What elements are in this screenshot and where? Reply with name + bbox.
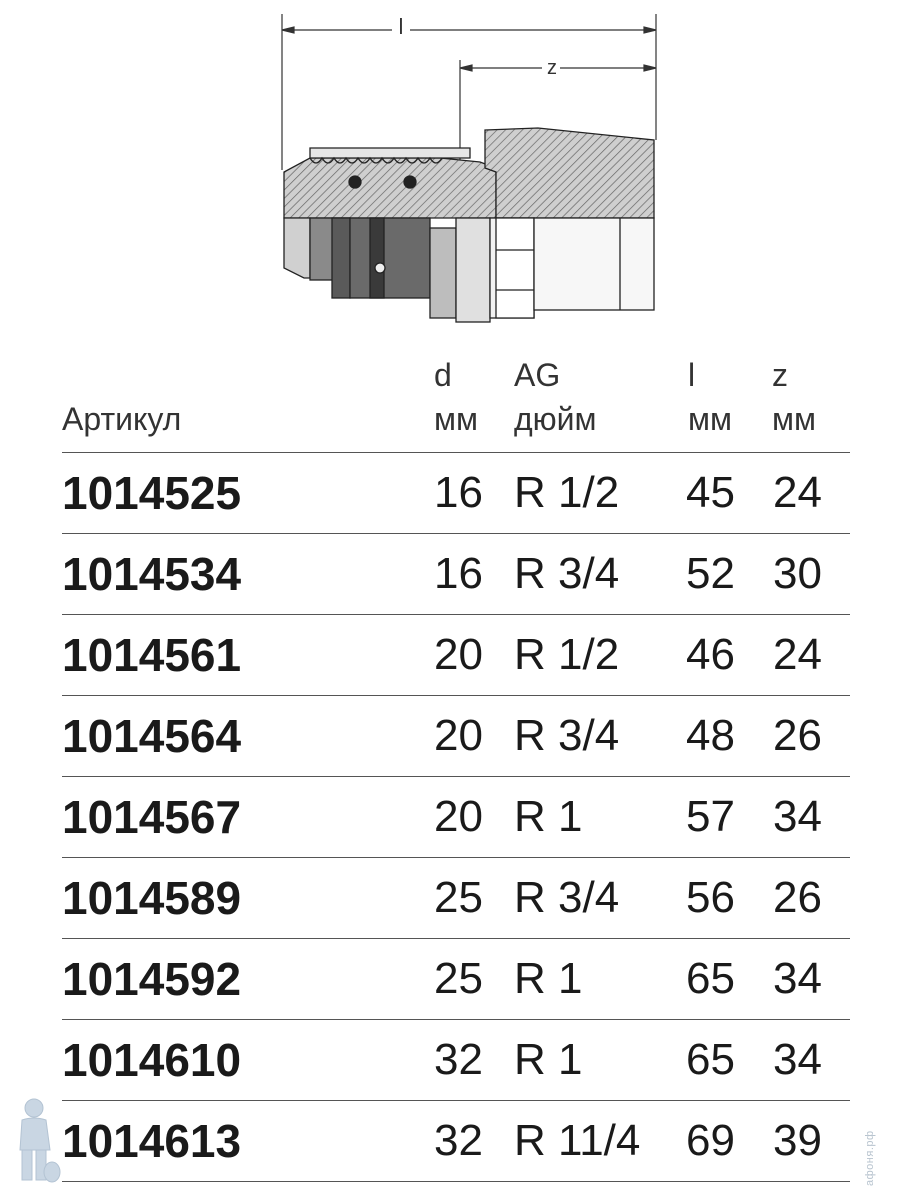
header-z-name: z — [772, 357, 788, 393]
header-z-unit: мм — [772, 401, 816, 437]
z-cell: 30 — [773, 549, 822, 598]
table-row — [62, 695, 850, 776]
diameter-cell: 20 — [434, 630, 483, 679]
table-header — [0, 356, 900, 448]
row-divider — [62, 776, 850, 777]
table-bottom-border — [62, 1181, 850, 1183]
header-d-unit: мм — [434, 401, 478, 437]
thread-cell: R 1/2 — [514, 468, 620, 517]
row-divider — [62, 695, 850, 696]
z-cell: 34 — [773, 954, 822, 1003]
thread-cell: R 3/4 — [514, 873, 620, 922]
article-number: 1014589 — [62, 872, 242, 924]
thread-cell: R 1/2 — [514, 630, 620, 679]
z-cell: 39 — [773, 1116, 822, 1165]
diameter-cell: 16 — [434, 468, 483, 517]
thread-cell: R 3/4 — [514, 549, 620, 598]
row-divider — [62, 938, 850, 939]
length-cell: 57 — [686, 792, 735, 841]
article-number: 1014592 — [62, 953, 242, 1005]
fitting-drawing — [270, 0, 670, 330]
length-cell: 46 — [686, 630, 735, 679]
length-cell: 48 — [686, 711, 735, 760]
row-divider — [62, 614, 850, 615]
row-divider — [62, 1019, 850, 1020]
thread-cell: R 3/4 — [514, 711, 620, 760]
header-d-name: d — [434, 357, 452, 393]
table-row — [62, 776, 850, 857]
length-cell: 52 — [686, 549, 735, 598]
table-row — [62, 614, 850, 695]
diameter-cell: 25 — [434, 954, 483, 1003]
diameter-cell: 32 — [434, 1116, 483, 1165]
z-cell: 26 — [773, 873, 822, 922]
header-ag-unit: дюйм — [514, 401, 597, 437]
z-cell: 24 — [773, 630, 822, 679]
length-cell: 65 — [686, 1035, 735, 1084]
article-number: 1014610 — [62, 1034, 242, 1086]
header-article: Артикул — [62, 401, 182, 437]
length-cell: 56 — [686, 873, 735, 922]
watermark-text: афоня.рф — [864, 1130, 876, 1186]
table-row — [62, 533, 850, 614]
article-number: 1014561 — [62, 629, 242, 681]
z-cell: 34 — [773, 1035, 822, 1084]
article-number: 1014525 — [62, 467, 242, 519]
thread-cell: R 11/4 — [514, 1116, 641, 1165]
watermark — [858, 1090, 888, 1190]
table-row — [62, 452, 850, 533]
diameter-cell: 25 — [434, 873, 483, 922]
thread-cell: R 1 — [514, 1035, 583, 1084]
fitting-body — [284, 128, 654, 322]
thread-cell: R 1 — [514, 792, 583, 841]
row-divider — [62, 533, 850, 534]
dimension-l-label: l — [398, 14, 404, 39]
thread-cell: R 1 — [514, 954, 583, 1003]
z-cell: 34 — [773, 792, 822, 841]
article-number: 1014534 — [62, 548, 242, 600]
z-cell: 24 — [773, 468, 822, 517]
diameter-cell: 20 — [434, 792, 483, 841]
row-divider — [62, 452, 850, 453]
dimension-z-label: z — [547, 57, 557, 79]
plumber-mascot-logo — [12, 1090, 62, 1190]
length-cell: 45 — [686, 468, 735, 517]
row-divider — [62, 1181, 850, 1182]
article-number: 1014613 — [62, 1115, 242, 1167]
diameter-cell: 32 — [434, 1035, 483, 1084]
header-l-name: l — [688, 357, 696, 393]
header-l-unit: мм — [688, 401, 732, 437]
z-cell: 26 — [773, 711, 822, 760]
row-divider — [62, 857, 850, 858]
length-cell: 69 — [686, 1116, 735, 1165]
diameter-cell: 20 — [434, 711, 483, 760]
table-row — [62, 938, 850, 1019]
row-divider — [62, 1100, 850, 1101]
article-number: 1014564 — [62, 710, 242, 762]
diameter-cell: 16 — [434, 549, 483, 598]
length-cell: 65 — [686, 954, 735, 1003]
article-number: 1014567 — [62, 791, 242, 843]
table-row — [62, 1100, 850, 1181]
header-ag-name: AG — [514, 357, 561, 393]
table-row — [62, 857, 850, 938]
table-row — [62, 1019, 850, 1100]
